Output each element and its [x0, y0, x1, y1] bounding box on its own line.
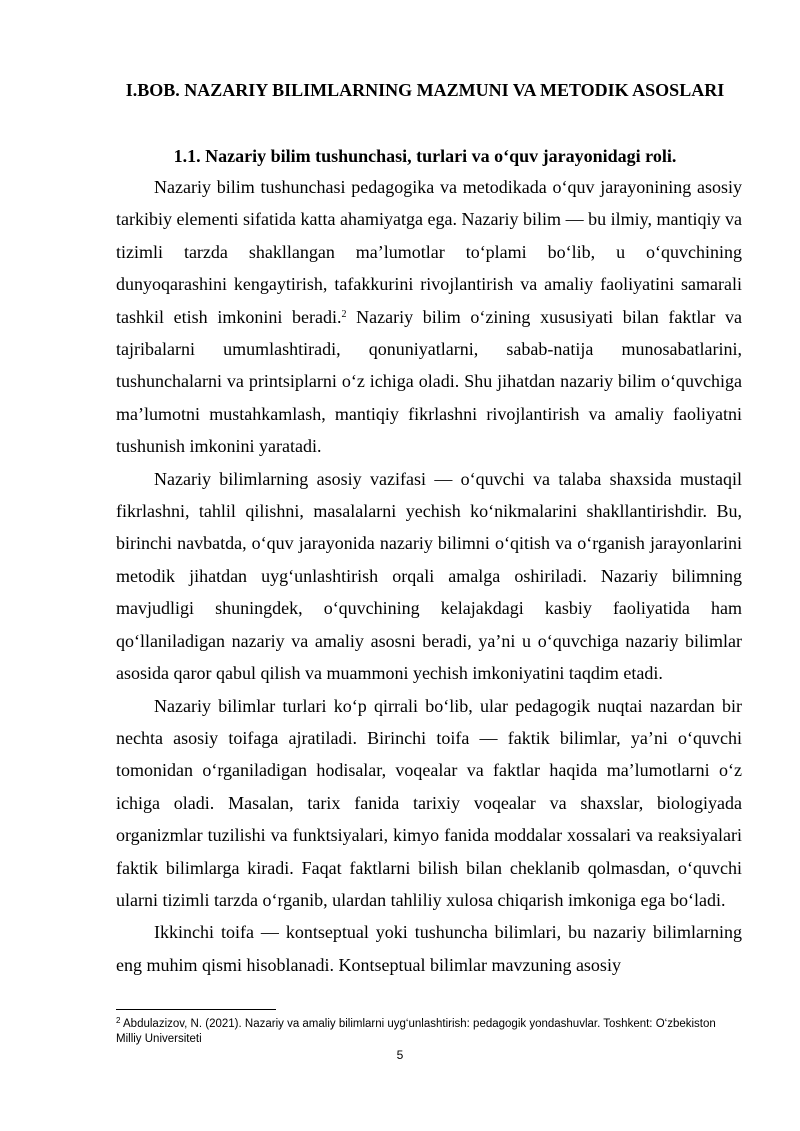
section-title: 1.1. Nazariy bilim tushunchasi, turlari va o‘quv jarayonidagi roli.	[173, 146, 677, 166]
paragraph-3: Nazariy bilimlar turlari ko‘p qirrali bo‘lib, ular pedagogik nuqtai nazardan bir nechta asosiy toifaga ajratiladi. Birinchi toifa — faktik bilimlar, ya’ni o‘quvchi tomonidan o‘rganiladigan hodisalar, voqealar va faktlar haqida ma’lumotlarni o‘z ichiga oladi. Masalan, tarix fanida tarixiy voqealar va shaxslar, biologiyada organizmlar tuzilishi va funktsiyalari, kimyo fanida moddalar xossalari va reaksiyalari faktik bilimlarga kiradi. Faqat faktlarni bilish bilan cheklanib qolmasdan, o‘quvchi ularni tizimli tarzda o‘rganib, ulardan tahliliy xulosa chiqarish imkoniga ega bo‘ladi.	[116, 695, 742, 910]
paragraph-1-text-a: Nazariy bilim tushunchasi pedagogika va metodikada o‘quv jarayonining asosiy tarkibiy elementi sifatida katta ahamiyatga ega. Nazariy bilim — bu ilmiy, mantiqiy va tizimli tarzda shakllangan ma’lumotlar to‘plami bo‘lib, u o‘quvchining dunyoqarashini kengaytirish, tafakkurini rivojlantirish va amaliy faoliyatini samarali tashkil etish imkonini beradi.	[116, 177, 742, 327]
chapter-title: I.BOB. NAZARIY BILIMLARNING MAZMUNI VA METODIK ASOSLARI	[125, 80, 725, 100]
footnote-number: 2	[116, 1016, 121, 1025]
footnote-separator	[116, 1009, 276, 1010]
paragraph-1	[116, 171, 742, 463]
body-text	[116, 171, 742, 981]
paragraph-1-text-b: Nazariy bilim o‘zining xususiyati bilan faktlar va tajribalarni umumlashtiradi, qonuniyatlarni, sabab-natija munosabatlarini, tushunchalarni va printsiplarni o‘z ichiga oladi. Shu jihatdan nazariy bilim o‘quvchiga ma’lumotni mustahkamlash, mantiqiy fikrlashni rivojlantirish va amaliy faoliyatni tushunish imkonini yaratadi.	[116, 306, 742, 457]
page-number: 5	[396, 1048, 404, 1062]
paragraph-2: Nazariy bilimlarning asosiy vazifasi — o‘quvchi va talaba shaxsida mustaqil fikrlashni, tahlil qilishni, masalalarni yechish ko‘nikmalarini shakllantirishdir. Bu, birinchi navbatda, o‘quv jarayonida nazariy bilimni o‘qitish va o‘rganish jarayonlarini metodik jihatdan uyg‘unlashtirish orqali amalga oshiriladi. Nazariy bilimning mavjudligi shuningdek, o‘quvchining kelajakdagi kasbiy faoliyatida ham qo‘llaniladigan nazariy va amaliy asosni beradi, ya’ni u o‘quvchiga nazariy bilimlar asosida qaror qabul qilish va muammoni yechish imkoniyatini taqdim etadi.	[116, 468, 742, 684]
paragraph-4: Ikkinchi toifa — kontseptual yoki tushuncha bilimlari, bu nazariy bilimlarning eng muhim qismi hisoblanadi. Kontseptual bilimlar mavzuning asosiy	[116, 922, 742, 975]
footnote-reference[interactable]: 2	[341, 308, 347, 320]
footnote	[116, 1017, 742, 1047]
footnote-text: Abdulazizov, N. (2021). Nazariy va amaliy bilimlarni uyg‘unlashtirish: pedagogik yondashuvlar. Toshkent: O‘zbekiston Milliy Universiteti	[116, 1018, 716, 1045]
